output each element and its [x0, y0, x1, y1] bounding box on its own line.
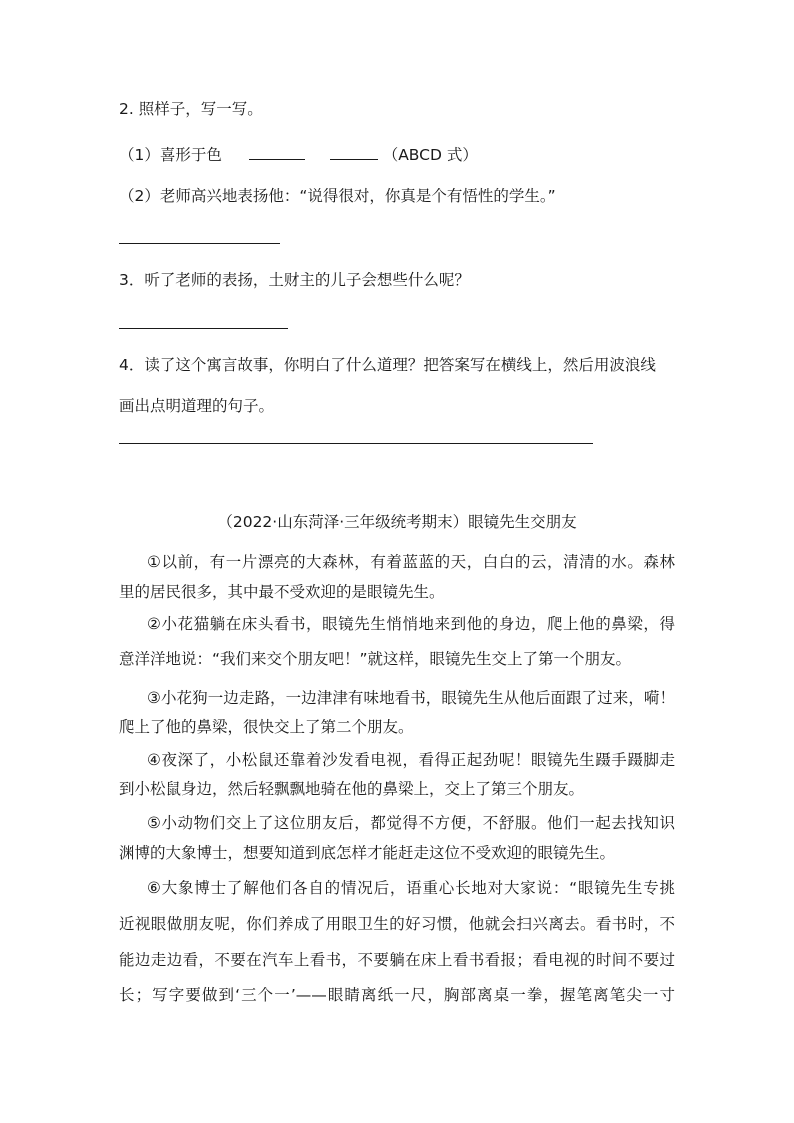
- answer-line-3[interactable]: [119, 328, 288, 329]
- question-4-line-2: 画出点明道理的句子。: [119, 397, 275, 415]
- answer-blank-1[interactable]: [249, 143, 305, 160]
- passage-line: ④夜深了，小松鼠还靠着沙发看电视，看得正起劲呢！眼镜先生蹑手蹑脚走: [147, 751, 675, 769]
- passage-line: 爬上了他的鼻梁，很快交上了第二个朋友。: [119, 718, 414, 736]
- answer-line-4[interactable]: [119, 443, 593, 444]
- passage-line: 能边走边看，不要在汽车上看书，不要躺在床上看书看报；看电视的时间不要过: [119, 951, 675, 969]
- passage-title: （2022·山东菏泽·三年级统考期末）眼镜先生交朋友: [217, 513, 577, 531]
- passage-line: 近视眼做朋友呢，你们养成了用眼卫生的好习惯，他就会扫兴离去。看书时，不: [119, 915, 675, 933]
- answer-line-2-2[interactable]: [119, 243, 280, 244]
- passage-line: ③小花狗一边走路，一边津津有味地看书，眼镜先生从他后面跟了过来，嗬！: [147, 689, 675, 707]
- question-2-title: 2. 照样子，写一写。: [119, 100, 263, 118]
- passage-line: ⑤小动物们交上了这位朋友后，都觉得不方便，不舒服。他们一起去找知识: [147, 814, 675, 832]
- passage-line: 到小松鼠身边，然后轻飘飘地骑在他的鼻梁上，交上了第三个朋友。: [119, 780, 585, 798]
- passage-line: ①以前，有一片漂亮的大森林，有着蓝蓝的天，白白的云，清清的水。森林: [147, 553, 675, 571]
- passage-line: 意洋洋地说：“我们来交个朋友吧！”就这样，眼镜先生交上了第一个朋友。: [119, 650, 632, 668]
- passage-line: 里的居民很多，其中最不受欢迎的是眼镜先生。: [119, 583, 445, 601]
- answer-blank-2[interactable]: [330, 143, 378, 160]
- passage-line: ⑥大象博士了解他们各自的情况后，语重心长地对大家说：“眼镜先生专挑: [147, 879, 675, 897]
- question-2-1-prefix: （1）喜形于色: [119, 146, 222, 164]
- passage-line: 渊博的大象博士，想要知道到底怎样才能赶走这位不受欢迎的眼镜先生。: [119, 844, 616, 862]
- question-2-1-suffix: （ABCD 式）: [382, 146, 478, 164]
- question-4-line-1: 4．读了这个寓言故事，你明白了什么道理？把答案写在横线上，然后用波浪线: [119, 356, 656, 374]
- question-2-1: [119, 143, 478, 165]
- question-3: 3．听了老师的表扬，土财主的儿子会想些什么呢？: [119, 271, 470, 289]
- passage-line: ②小花猫躺在床头看书，眼镜先生悄悄地来到他的身边，爬上他的鼻梁，得: [147, 615, 675, 633]
- passage-line: 长；写字要做到‘三个一’——眼睛离纸一尺，胸部离桌一拳，握笔离笔尖一寸: [119, 986, 675, 1004]
- question-2-2: （2）老师高兴地表扬他：“说得很对，你真是个有悟性的学生。”: [119, 187, 556, 205]
